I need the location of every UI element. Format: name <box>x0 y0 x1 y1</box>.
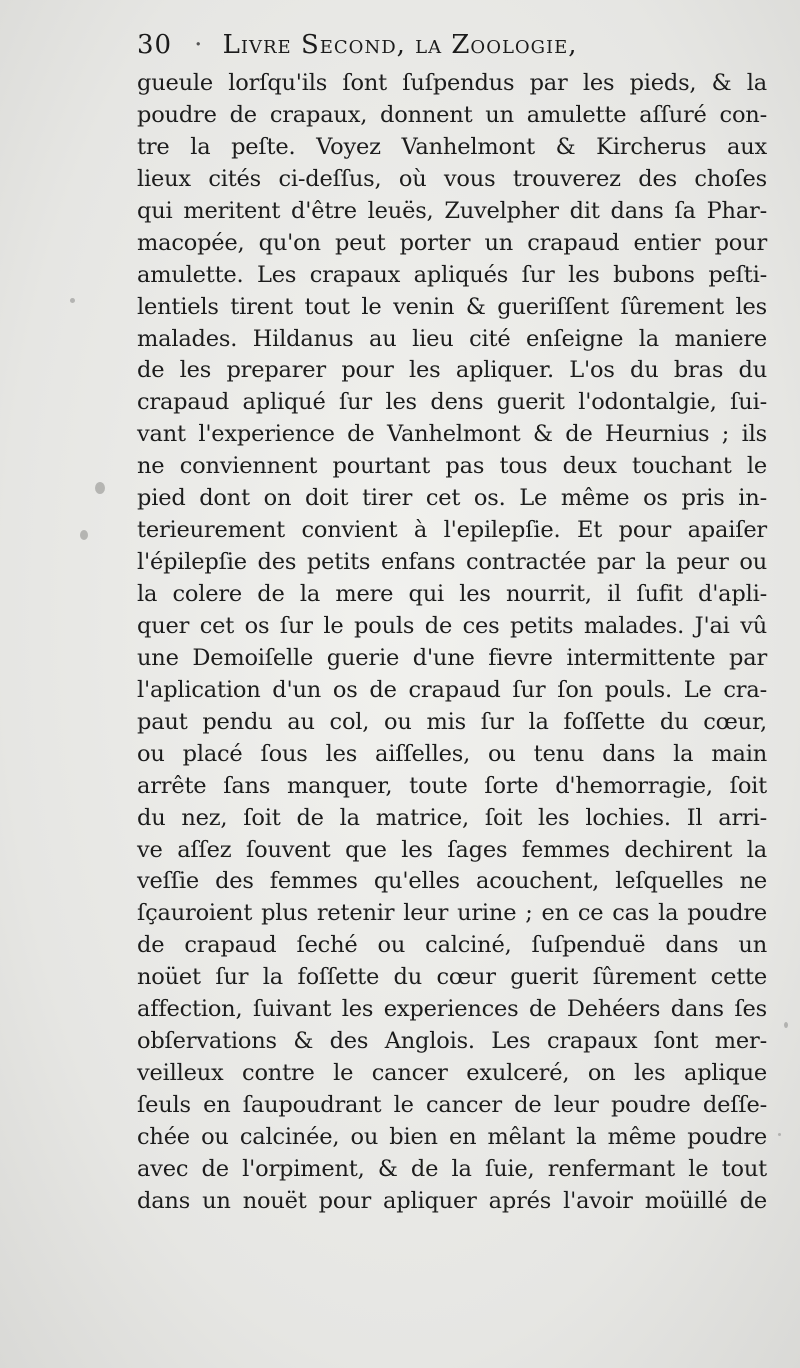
text-line: dans un nouët pour apliquer aprés l'avoir moüillé de <box>137 1187 767 1214</box>
running-header <box>137 30 777 70</box>
text-line: avec de l'orpiment, & de la ſuie, renfermant le tout <box>137 1155 767 1182</box>
text-line: ne conviennent pourtant pas tous deux touchant le <box>137 453 767 480</box>
text-line: noüet ſur la foſſette du cœur guerit ſûrement cette <box>137 964 767 991</box>
running-title: Livre Second, la Zoologie, <box>222 30 578 60</box>
text-line: vant l'experience de Vanhelmont & de Heurnius ; ils <box>137 421 767 448</box>
text-line: la colere de la mere qui les nourrit, il ſufit d'apli- <box>137 581 767 607</box>
text-line: arrête ſans manquer, toute ſorte d'hemorragie, ſoit <box>137 772 767 799</box>
text-line: ou placé ſous les aiſſelles, ou tenu dans la main <box>137 740 767 767</box>
text-line: l'aplication d'un os de crapaud ſur ſon pouls. Le cra- <box>137 676 767 703</box>
paper-speck <box>70 298 75 303</box>
body-text <box>137 68 767 1218</box>
paper-speck <box>778 1133 781 1136</box>
page-number: 30 <box>137 30 173 60</box>
header-separator: · <box>194 30 204 60</box>
text-line: macopée, qu'on peut porter un crapaud entier pour <box>137 229 767 256</box>
text-line: terieurement convient à l'epilepſie. Et pour apaiſer <box>137 517 767 544</box>
text-line: ſçauroient plus retenir leur urine ; en ce cas la poudre <box>137 900 767 927</box>
text-line: de crapaud ſeché ou calciné, ſuſpenduë dans un <box>137 932 767 959</box>
text-line: pied dont on doit tirer cet os. Le même os pris in- <box>137 485 767 512</box>
text-line: malades. Hildanus au lieu cité enſeigne la maniere <box>137 325 767 352</box>
text-line: lentiels tirent tout le venin & gueriſſent ſûrement les <box>137 293 767 320</box>
text-line: veſſie des femmes qu'elles acouchent, leſquelles ne <box>137 868 767 895</box>
text-line: amulette. Les crapaux apliqués ſur les bubons peſti- <box>137 261 767 288</box>
text-line: ſeuls en ſaupoudrant le cancer de leur poudre deſſe- <box>137 1092 767 1118</box>
text-line: crapaud apliqué ſur les dens guerit l'odontalgie, ſui- <box>137 389 767 416</box>
text-line: qui meritent d'être leuës, Zuvelpher dit dans ſa Phar- <box>137 197 767 224</box>
text-line: du nez, ſoit de la matrice, ſoit les lochies. Il arri- <box>137 804 767 831</box>
text-line: gueule lorſqu'ils ſont ſuſpendus par les pieds, & la <box>137 70 767 96</box>
text-line: de les preparer pour les apliquer. L'os du bras du <box>137 357 767 384</box>
text-line: une Demoiſelle guerie d'une fievre intermittente par <box>137 644 767 671</box>
paper-speck <box>95 482 105 494</box>
text-line: tre la peſte. Voyez Vanhelmont & Kircherus aux <box>137 133 767 160</box>
text-line: chée ou calcinée, ou bien en mêlant la même poudre <box>137 1123 767 1150</box>
text-line: lieux cités ci-deſſus, où vous trouverez des choſes <box>137 165 767 192</box>
text-line: veilleux contre le cancer exulceré, on les aplique <box>137 1060 767 1087</box>
paper-speck <box>80 530 88 540</box>
text-line: quer cet os ſur le pouls de ces petits malades. J'ai vû <box>137 612 767 639</box>
paper-speck <box>784 1022 788 1028</box>
text-line: obſervations & des Anglois. Les crapaux ſont mer- <box>137 1028 767 1055</box>
text-line: l'épilepſie des petits enfans contractée par la peur ou <box>137 549 767 576</box>
text-line: paut pendu au col, ou mis ſur la foſſette du cœur, <box>137 708 767 735</box>
text-line: ve aſſez ſouvent que les ſages femmes dechirent la <box>137 836 767 863</box>
text-line: poudre de crapaux, donnent un amulette aſſuré con- <box>137 101 767 128</box>
text-line: affection, ſuivant les experiences de Dehéers dans ſes <box>137 996 767 1023</box>
